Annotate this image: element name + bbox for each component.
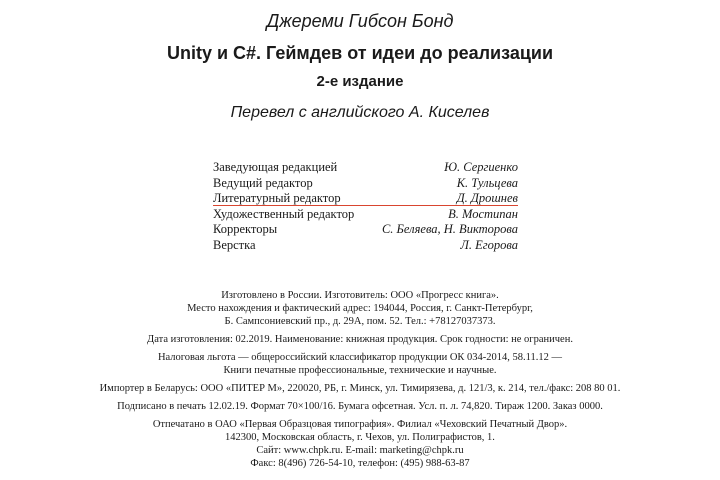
imprint-manufacture-date: Дата изготовления: 02.2019. Наименование: книжная продукция. Срок годности: не ограничен.: [147, 334, 573, 345]
credit-row: [213, 222, 518, 238]
credit-role: Ведущий редактор: [213, 175, 313, 190]
credit-name: Ю. Сергиенко: [444, 160, 518, 174]
credit-name: В. Мостипан: [448, 206, 518, 221]
credits-list: [213, 160, 518, 253]
book-title: Unity и C#. Геймдев от идеи до реализации: [166, 43, 554, 63]
imprint-site: Сайт: www.chpk.ru. E-mail: marketing@chpk.ru: [256, 445, 464, 456]
imprint-printed-line-1: Отпечатано в ОАО «Первая Образцовая типография». Филиал «Чеховский Печатный Двор».: [152, 419, 568, 430]
credit-name: С. Беляева, Н. Викторова: [381, 222, 518, 236]
annotation-underline: [213, 205, 518, 206]
credit-row: [213, 238, 518, 254]
imprint-address-line-2: Б. Сампсониевский пр., д. 29А, пом. 52. Тел.: +78127037373.: [224, 316, 496, 327]
credit-role: Заведующая редакцией: [213, 160, 338, 174]
credit-role: Верстка: [213, 237, 256, 252]
imprint-printed-line-2: 142300, Московская область, г. Чехов, ул. Полиграфистов, 1.: [225, 432, 495, 443]
translator-line: Перевел с английского А. Киселев: [230, 104, 490, 121]
imprint-tax-line-1: Налоговая льгота — общероссийский классификатор продукции ОК 034-2014, 58.11.12 —: [157, 352, 563, 363]
credit-role: Художественный редактор: [213, 206, 355, 221]
author-name: Джереми Гибсон Бонд: [266, 11, 454, 31]
credit-row: [213, 160, 518, 176]
credit-row: [213, 207, 518, 223]
edition-label: 2-е издание: [316, 73, 404, 90]
imprint-importer: Импортер в Беларусь: ООО «ПИТЕР М», 220020, РБ, г. Минск, ул. Тимирязева, д. 121/3, к. 214, тел./факс: 208 80 01.: [99, 383, 621, 394]
imprint-address-line-1: Место нахождения и фактический адрес: 194044, Россия, г. Санкт-Петербург,: [187, 303, 533, 314]
credit-role: Литературный редактор: [213, 191, 341, 205]
credit-name: Л. Егорова: [460, 237, 518, 252]
credit-name: Д. Дрошнев: [456, 191, 518, 205]
credit-name: К. Тульцева: [456, 175, 518, 190]
imprint-made-in: Изготовлено в России. Изготовитель: ООО «Прогресс книга».: [221, 290, 499, 301]
credit-role: Корректоры: [213, 222, 278, 236]
imprint-fax: Факс: 8(496) 726-54-10, телефон: (495) 988-63-87: [250, 458, 470, 469]
credit-row: [213, 176, 518, 192]
imprint-tax-line-2: Книги печатные профессиональные, технические и научные.: [223, 365, 497, 376]
imprint-signed: Подписано в печать 12.02.19. Формат 70×100/16. Бумага офсетная. Усл. п. л. 74,820. Тираж 1200. Заказ 0000.: [117, 401, 603, 412]
